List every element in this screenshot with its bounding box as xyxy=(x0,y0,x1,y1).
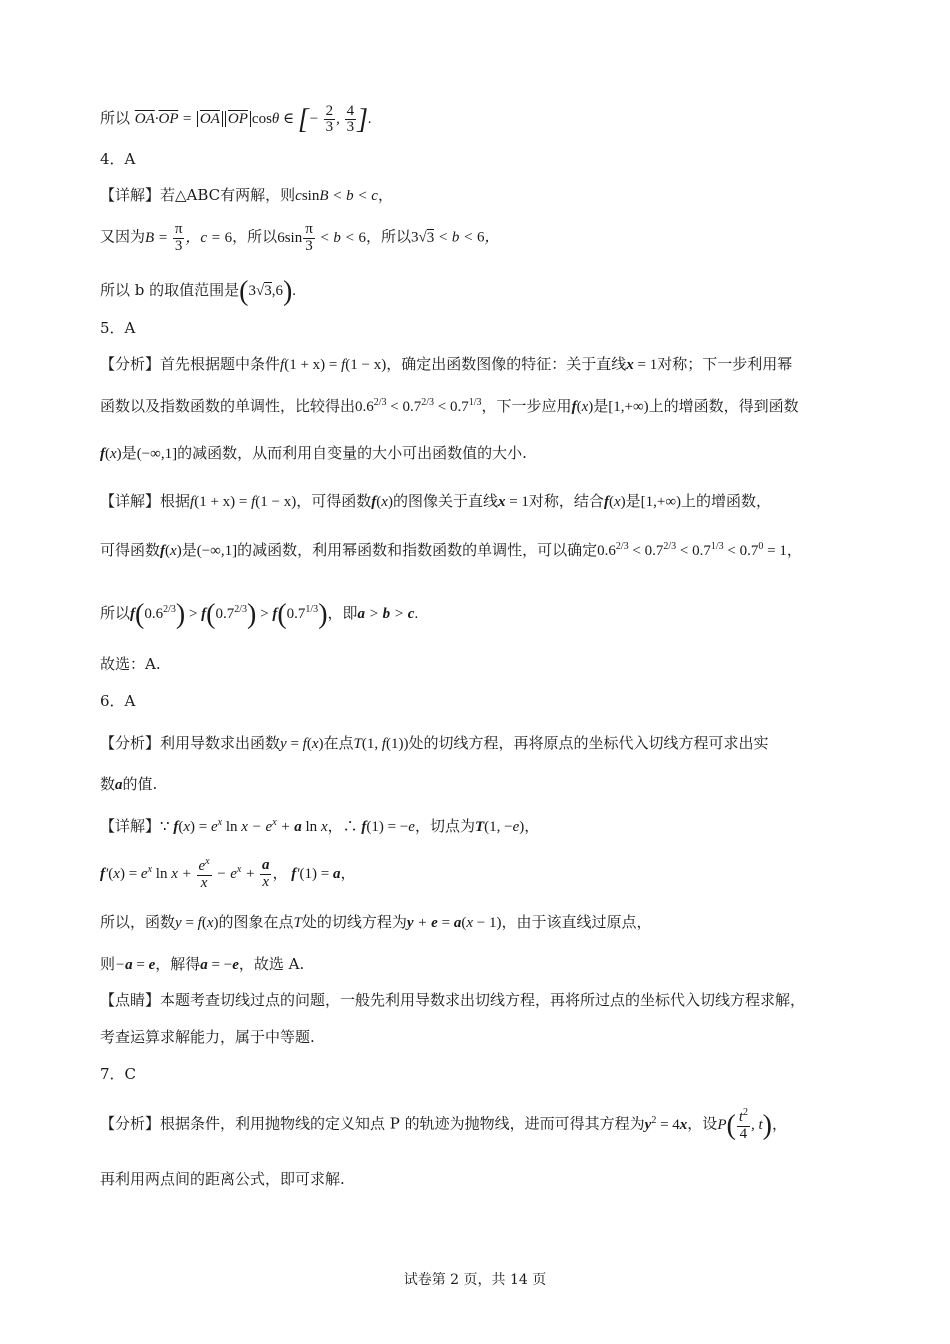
text: ，即 xyxy=(327,604,358,623)
text: ，设 xyxy=(687,1114,718,1133)
math-expression: 6sin $\frac{\pi}{3}$ < b < 6 xyxy=(277,221,367,254)
comment-label: 【点睛】 xyxy=(100,991,161,1009)
math-expression: f(x) xyxy=(100,446,122,462)
text: 若△ABC有两解，则 xyxy=(160,186,296,204)
math-expression: y = f(x) xyxy=(175,915,219,931)
text: 再利用两点间的距离公式，即可求解. xyxy=(100,1170,345,1188)
text: 在点 xyxy=(323,734,354,752)
math-expression: f(1 + x) = f(1 − x) xyxy=(190,494,297,510)
text: ，由于该直线过原点， xyxy=(501,913,652,931)
text: 上的增函数， xyxy=(681,492,772,510)
q6-analysis-line-2 xyxy=(100,775,157,794)
math-expression: f(1 + x) = f(1 − x) xyxy=(280,357,387,373)
math-expression: [1,+∞) xyxy=(608,399,649,415)
text: 利用导数求出函数 xyxy=(160,734,281,752)
text: 所以 xyxy=(100,109,131,128)
math-expression: x = 1 xyxy=(497,494,529,510)
math-expression: T xyxy=(293,915,302,931)
text: 处的切线方程，再将原点的坐标代入切线方程可求出实 xyxy=(408,734,769,752)
text: ，可得函数 xyxy=(296,492,372,510)
math-expression: $0.6^{2/3} < 0.7^{2/3} < 0.7^{1/3} < 0.7^0 = 1$， xyxy=(597,541,802,559)
text: 的图像关于直线 xyxy=(392,492,498,510)
math-expression: y + e = a(x − 1) xyxy=(406,915,502,931)
text: 是 xyxy=(625,492,641,510)
math-expression: a = −e xyxy=(200,957,239,973)
math-expression: f(x) xyxy=(371,494,393,510)
q7-analysis-line-1 xyxy=(100,1108,787,1143)
math-expression: f(x) xyxy=(571,399,594,415)
q5-analysis-line-1 xyxy=(100,355,792,374)
text: 对称，结合 xyxy=(528,492,604,510)
q4-detail-line-2 xyxy=(100,222,500,255)
math-expression: f(x) xyxy=(603,494,626,510)
text: 本题考查切线过点的问题，一般先利用导数求出切线方程，再将所过点的坐标代入切线方程求解， xyxy=(160,991,806,1009)
q7-analysis-line-2 xyxy=(100,1170,345,1188)
math-expression: 3√3 < b < 6， xyxy=(411,229,500,246)
math-expression: $f'(x) = e^x$ ln x + $\frac{e^x}{x}$ − $e^x$ + $\frac{a}{x}$ ， f′(1) = a， xyxy=(100,856,356,891)
text: 数 xyxy=(100,775,116,793)
analysis-label: 【分析】 xyxy=(100,734,161,752)
question-number-6: 6．A xyxy=(100,692,136,710)
math-expression: y = f(x) xyxy=(280,736,324,752)
math-expression: [1,+∞) xyxy=(640,494,682,510)
q5-detail-line-3 xyxy=(100,598,418,632)
math-expression: $0.6^{2/3} < 0.7^{2/3} < 0.7^{1/3}$ xyxy=(355,397,482,415)
question-number-5: 5．A xyxy=(100,319,136,337)
text: 可得函数 xyxy=(100,541,161,559)
question-number-4: 4．A xyxy=(100,150,136,168)
text: ，下一步应用 xyxy=(481,397,572,415)
q5-detail-line-2 xyxy=(100,541,802,560)
text: 所以 b 的取值范围是 xyxy=(100,281,240,300)
text: 上的增函数，得到函数 xyxy=(648,397,799,415)
text: 所以，函数 xyxy=(100,913,176,931)
text: 是 xyxy=(121,444,137,462)
math-expression: a xyxy=(115,777,123,793)
math-expression: ∵ $f(x) = e^x$ $\ln x - e^x + a$ ln x，∴ f(1) = −e xyxy=(160,817,415,835)
math-expression: T(1, f(1)) xyxy=(353,736,409,752)
text: 根据 xyxy=(160,492,191,510)
text: ，解得 xyxy=(155,955,201,973)
q6-detail-line-2 xyxy=(100,857,356,892)
math-expression: $f(0.6^{2/3}) > f(0.7^{2/3}) > f(0.7^{1/3})$ xyxy=(130,599,328,630)
text: 函数以及指数函数的单调性，比较得出 xyxy=(100,397,356,415)
text: 首先根据题中条件 xyxy=(160,355,281,373)
text: 对称；下一步利用幂 xyxy=(657,355,793,373)
math-expression: P( $\frac{t^2}{4}$ , t)， xyxy=(717,1107,787,1142)
math-expression: −a = e xyxy=(115,957,156,973)
q5-answer: 故选：A. xyxy=(100,655,161,673)
text: 的值. xyxy=(122,775,158,793)
question-number-7: 7．C xyxy=(100,1065,137,1083)
q6-detail-line-4 xyxy=(100,955,304,974)
analysis-label: 【分析】 xyxy=(100,355,161,373)
text: 处的切线方程为 xyxy=(301,913,407,931)
q6-detail-line-1 xyxy=(100,817,539,836)
text: 是 xyxy=(593,397,609,415)
q4-detail-line-3 xyxy=(100,275,296,309)
text: 又因为 xyxy=(100,227,146,246)
math-expression: csinB < b < c xyxy=(295,188,378,204)
q6-comment-line-2 xyxy=(100,1028,315,1046)
math-expression: (−∞,1] xyxy=(136,446,178,462)
analysis-label: 【分析】 xyxy=(100,1114,161,1133)
text: 考查运算求解能力，属于中等题. xyxy=(100,1028,315,1046)
text: ，所以 xyxy=(366,227,412,246)
q6-comment-line-1 xyxy=(100,991,805,1009)
detail-label: 【详解】 xyxy=(100,186,161,204)
text: ，确定出函数图像的特征：关于直线 xyxy=(386,355,627,373)
page-footer: 试卷第 2 页，共 14 页 xyxy=(403,1272,547,1288)
text-line-1 xyxy=(100,103,372,137)
text: 的减函数，从而利用自变量的大小可出函数值的大小. xyxy=(177,444,527,462)
q6-detail-line-3 xyxy=(100,913,651,932)
math-expression: f(x) xyxy=(160,543,182,559)
text: 所以 xyxy=(100,604,131,623)
detail-label: 【详解】 xyxy=(100,817,161,835)
text: 是 xyxy=(181,541,197,559)
text: ，故选 A. xyxy=(238,955,305,973)
math-expression: (3√3,6). xyxy=(239,276,297,307)
math-expression: $\overline{OA}\cdot\overline{OP} = \overline{OA}$ $\overline{OP}$ cosθ ∈ [− $\frac{2}{3}$ , $\frac{4}{3}$ ]. xyxy=(134,102,372,136)
q5-analysis-line-3 xyxy=(100,444,527,463)
text: ，所以 xyxy=(232,227,278,246)
math-expression: (−∞,1] xyxy=(196,543,238,559)
q5-detail-line-1 xyxy=(100,492,771,511)
detail-label: 【详解】 xyxy=(100,492,161,510)
text: 的减函数，利用幂函数和指数函数的单调性，可以确定 xyxy=(237,541,598,559)
text: 则 xyxy=(100,955,116,973)
text: ，切点为 xyxy=(414,817,475,835)
math-expression: B = $\frac{\pi}{3}$ ，c = 6 xyxy=(145,221,233,254)
q6-analysis-line-1 xyxy=(100,734,769,753)
math-expression: x = 1 xyxy=(626,357,658,373)
text: 根据条件，利用抛物线的定义知点 P 的轨迹为抛物线，进而可得其方程为 xyxy=(160,1114,645,1133)
math-expression: T(1, −e)， xyxy=(474,819,540,835)
q5-analysis-line-2 xyxy=(100,397,799,416)
math-expression: a > b > c. xyxy=(357,606,419,623)
text: 的图象在点 xyxy=(218,913,294,931)
math-expression: $y^2 = 4x$ xyxy=(644,1114,688,1133)
q4-detail-line-1: 【详解】若△ABC有两解，则csinB < b < c， xyxy=(100,186,393,204)
